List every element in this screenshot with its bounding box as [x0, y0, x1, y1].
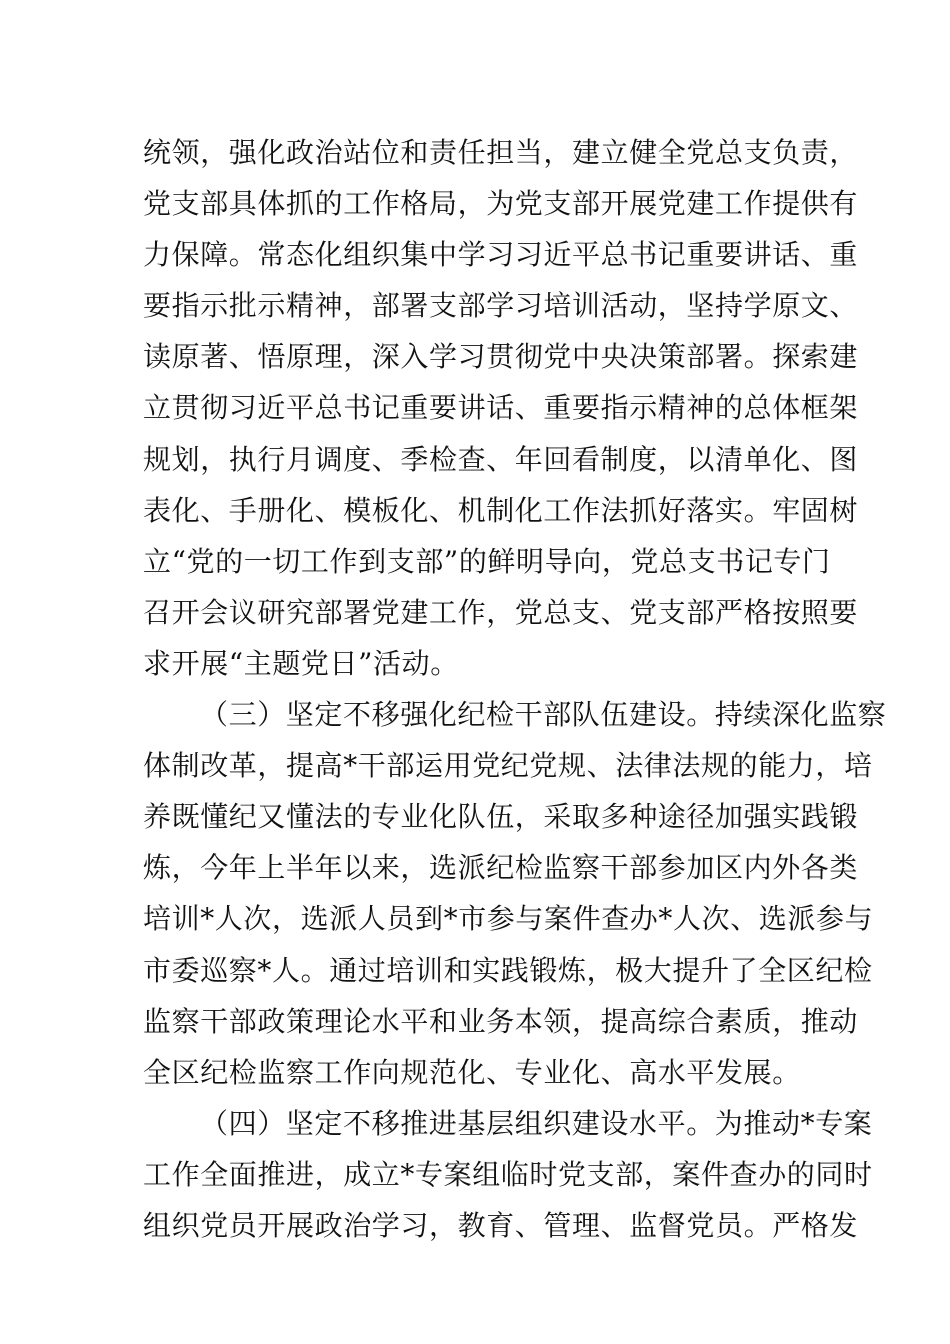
text-line: 力保障。常态化组织集中学习习近平总书记重要讲话、重 [143, 238, 859, 272]
text-line: 培训*人次，选派人员到*市参与案件查办*人次、选派参与 [143, 902, 874, 936]
text-line: 表化、手册化、模板化、机制化工作法抓好落实。牢固树 [143, 493, 859, 527]
text-line: 召开会议研究部署党建工作，党总支、党支部严格按照要 [143, 595, 859, 629]
section-heading-line: （三）坚定不移强化纪检干部队伍建设。持续深化监察 [200, 698, 887, 732]
text-line: 养既懂纪又懂法的专业化队伍，采取多种途径加强实践锻 [143, 800, 859, 834]
text-line: 读原著、悟原理，深入学习贯彻党中央决策部署。探索建 [143, 340, 859, 374]
text-line: 炼，今年上半年以来，选派纪检监察干部参加区内外各类 [143, 851, 859, 885]
text-line: 市委巡察*人。通过培训和实践锻炼，极大提升了全区纪检 [143, 953, 873, 987]
section-heading-line: （四）坚定不移推进基层组织建设水平。为推动*专案 [200, 1106, 873, 1140]
text-line: 监察干部政策理论水平和业务本领，提高综合素质，推动 [143, 1004, 859, 1038]
text-line: 规划，执行月调度、季检查、年回看制度，以清单化、图 [143, 442, 859, 476]
text-line: 立“党的一切工作到支部”的鲜明导向，党总支书记专门 [143, 544, 831, 578]
text-line: 体制改革，提高*干部运用党纪党规、法律法规的能力，培 [143, 749, 873, 783]
text-line: 求开展“主题党日”活动。 [143, 646, 459, 680]
text-line: 要指示批示精神，部署支部学习培训活动，坚持学原文、 [143, 289, 859, 323]
text-line: 组织党员开展政治学习，教育、管理、监督党员。严格发 [143, 1208, 859, 1242]
text-line: 统领，强化政治站位和责任担当，建立健全党总支负责， [143, 136, 859, 169]
text-line: 党支部具体抓的工作格局，为党支部开展党建工作提供有 [143, 187, 859, 221]
text-line: 全区纪检监察工作向规范化、专业化、高水平发展。 [143, 1055, 801, 1089]
text-line: 立贯彻习近平总书记重要讲话、重要指示精神的总体框架 [143, 391, 859, 425]
text-line: 工作全面推进，成立*专案组临时党支部，案件查办的同时 [143, 1157, 873, 1191]
body-text [143, 127, 887, 1251]
